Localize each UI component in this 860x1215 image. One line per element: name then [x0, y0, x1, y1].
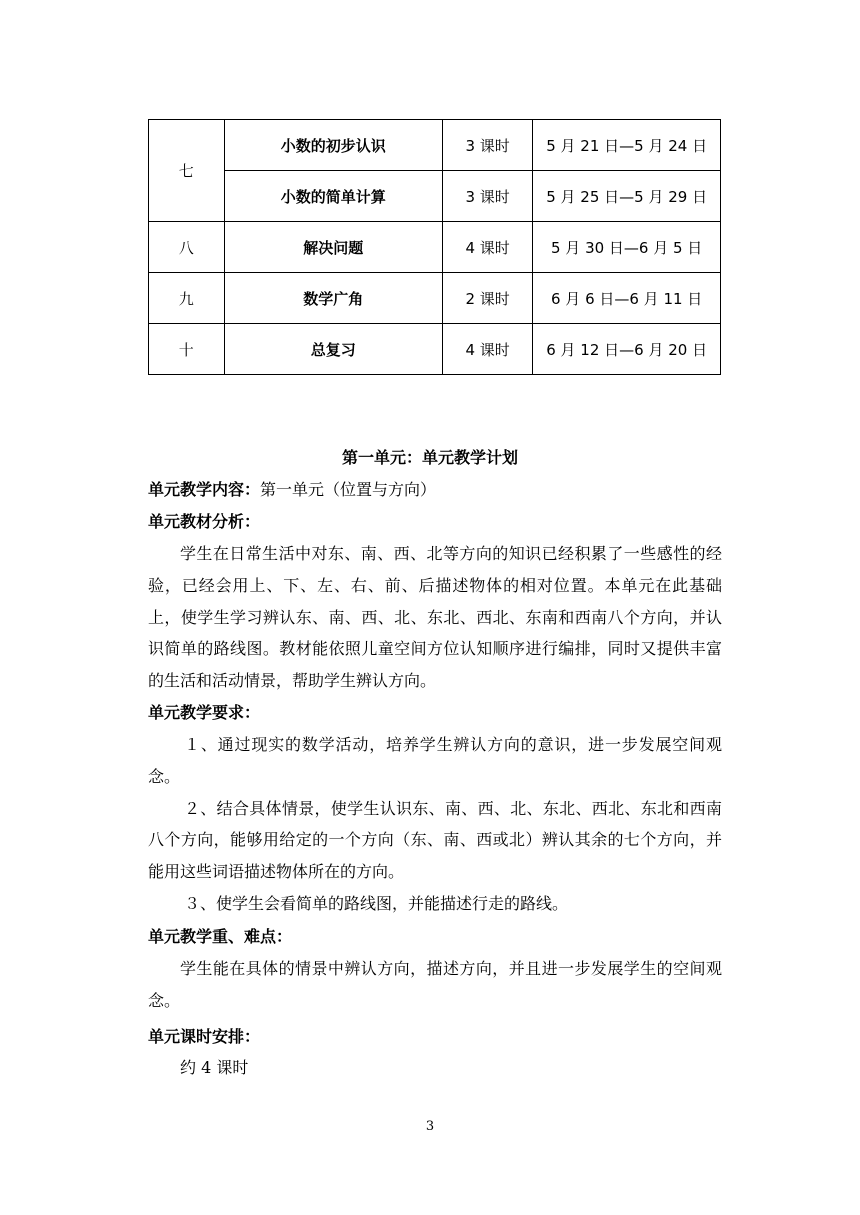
content-value: 第一单元（位置与方向） [260, 480, 437, 499]
key-points-heading: 单元教学重、难点： [148, 927, 293, 946]
hours-cell: 4 课时 [442, 222, 532, 273]
plan-title: 第一单元：单元教学计划 [341, 448, 518, 467]
table-row [149, 324, 721, 375]
requirement-item: １、通过现实的数学活动，培养学生辨认方向的意识，进一步发展空间观念。 [148, 735, 722, 786]
schedule-heading: 单元课时安排： [148, 1027, 261, 1046]
table-row [149, 273, 721, 324]
dates-cell: 5 月 25 日—5 月 29 日 [533, 171, 721, 222]
content-cell: 小数的初步认识 [224, 120, 442, 171]
content-cell: 数学广角 [224, 273, 442, 324]
schedule-table [148, 119, 721, 375]
table-row [149, 171, 721, 222]
hours-cell: 4 课时 [442, 324, 532, 375]
key-points-paragraph [148, 953, 722, 1017]
hours-cell: 3 课时 [442, 120, 532, 171]
key-points-text: 学生能在具体的情景中辨认方向，描述方向，并且进一步发展学生的空间观念。 [148, 959, 722, 1010]
requirements-heading: 单元教学要求： [148, 703, 261, 722]
unit-cell: 十 [149, 324, 225, 375]
content-label: 单元教学内容： [148, 480, 261, 499]
content-cell: 小数的简单计算 [224, 171, 442, 222]
requirements-list [148, 729, 722, 920]
schedule-text: 约 4 课时 [180, 1058, 249, 1077]
analysis-heading: 单元教材分析： [148, 512, 261, 531]
dates-cell: 6 月 12 日—6 月 20 日 [533, 324, 721, 375]
unit-cell: 九 [149, 273, 225, 324]
content-cell: 总复习 [224, 324, 442, 375]
analysis-text: 学生在日常生活中对东、南、西、北等方向的知识已经积累了一些感性的经验，已经会用上、下、左、右、前、后描述物体的相对位置。本单元在此基础上，使学生学习辨认东、南、西、北、东北、西北、东南和西南八个方向，并认识简单的路线图。教材能依照儿童空间方位认知顺序进行编排，同时又提供丰富的生活和活动情景，帮助学生辨认方向。 [148, 544, 722, 691]
requirement-item: ２、结合具体情景，使学生认识东、南、西、北、东北、西北、东北和西南八个方向，能够用给定的一个方向（东、南、西或北）辨认其余的七个方向，并能用这些词语描述物体所在的方向。 [148, 798, 722, 882]
unit-cell: 八 [149, 222, 225, 273]
table-row [149, 120, 721, 171]
hours-cell: 3 课时 [442, 171, 532, 222]
content-line [148, 480, 436, 500]
requirement-item: ３、使学生会看简单的路线图，并能描述行走的路线。 [184, 893, 569, 913]
hours-cell: 2 课时 [442, 273, 532, 324]
table-row [149, 222, 721, 273]
dates-cell: 6 月 6 日—6 月 11 日 [533, 273, 721, 324]
unit-cell: 七 [149, 120, 225, 222]
dates-cell: 5 月 21 日—5 月 24 日 [533, 120, 721, 171]
analysis-paragraph [148, 538, 722, 697]
dates-cell: 5 月 30 日—6 月 5 日 [533, 222, 721, 273]
content-cell: 解决问题 [224, 222, 442, 273]
page-number: 3 [425, 1119, 435, 1134]
